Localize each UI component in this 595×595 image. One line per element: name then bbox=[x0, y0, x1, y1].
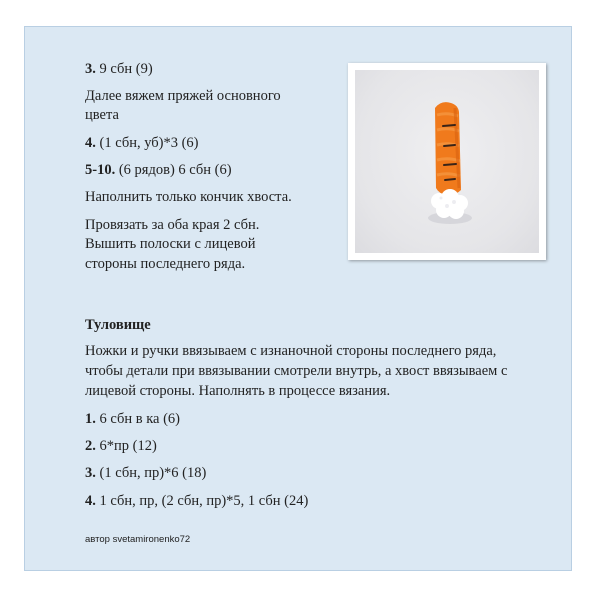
row-number: 3. bbox=[85, 465, 96, 481]
note-finish-line2: Вышить полоски с лицевой bbox=[85, 236, 256, 252]
row-number: 1. bbox=[85, 411, 96, 427]
section-intro-line2: чтобы детали при ввязывании смотрели внутрь, а хвост ввязываем с bbox=[85, 363, 508, 379]
row-number: 4. bbox=[85, 493, 96, 509]
tail-photo-frame bbox=[348, 63, 546, 260]
tail-photo bbox=[355, 70, 539, 253]
pattern-page bbox=[24, 26, 572, 571]
note-main-color-line1: Далее вяжем пряжей основного bbox=[85, 88, 281, 104]
row-number: 2. bbox=[85, 438, 96, 454]
note-finish-line3: стороны последнего ряда. bbox=[85, 256, 246, 272]
row-number: 3. bbox=[85, 61, 96, 77]
row-4-text: 4. (1 сбн, уб)*3 (6) bbox=[85, 135, 199, 151]
body-row-4: 4. 1 сбн, пр, (2 сбн, пр)*5, 1 сбн (24) bbox=[85, 493, 309, 509]
section-heading: Туловище bbox=[85, 317, 151, 333]
row-number: 4. bbox=[85, 135, 96, 151]
section-intro-line1: Ножки и ручки ввязываем с изнаночной стороны последнего ряда, bbox=[85, 343, 497, 359]
row-5-10-text: 5-10. (6 рядов) 6 сбн (6) bbox=[85, 162, 232, 178]
note-main-color-line2: цвета bbox=[85, 107, 119, 123]
body-row-3: 3. (1 сбн, пр)*6 (18) bbox=[85, 465, 207, 481]
body-row-2: 2. 6*пр (12) bbox=[85, 438, 157, 454]
note-stuff-tip: Наполнить только кончик хвоста. bbox=[85, 189, 292, 205]
row-3-text: 3. 9 сбн (9) bbox=[85, 61, 153, 77]
author-credit: автор svetamironenko72 bbox=[85, 534, 191, 545]
section-intro-line3: лицевой стороны. Наполнять в процессе вязания. bbox=[85, 383, 391, 399]
row-number: 5-10. bbox=[85, 162, 116, 178]
crochet-tail-image bbox=[355, 70, 539, 253]
body-row-1: 1. 6 сбн в ка (6) bbox=[85, 411, 181, 427]
note-finish-line1: Провязать за оба края 2 сбн. bbox=[85, 217, 260, 233]
